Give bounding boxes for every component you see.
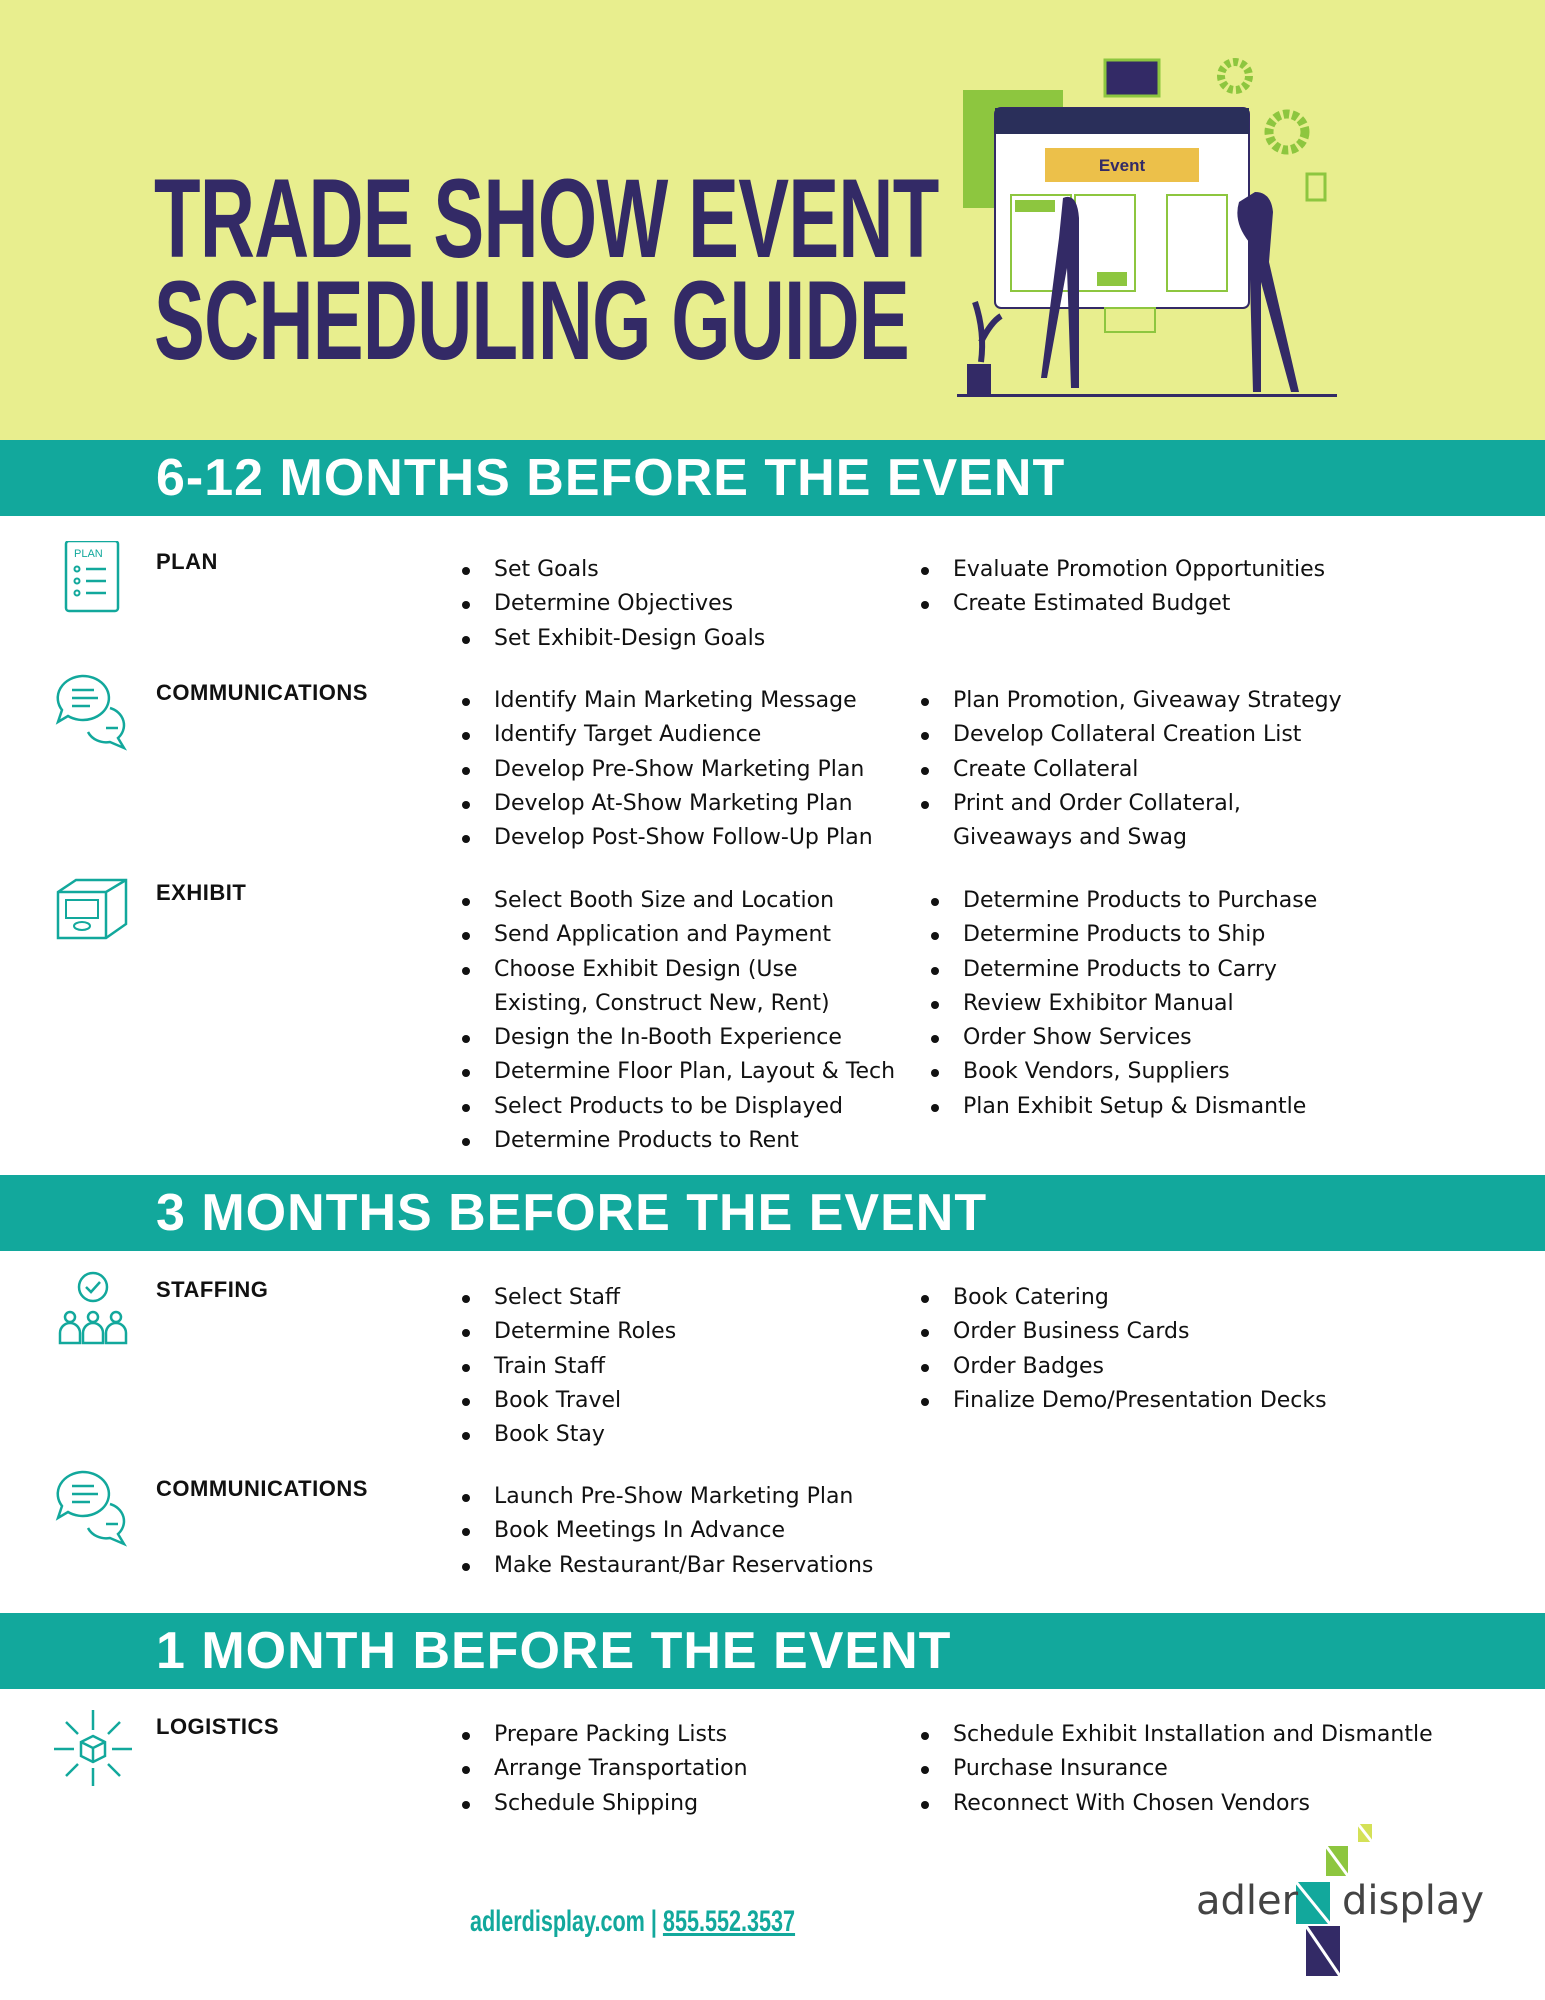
list-item: Determine Floor Plan, Layout & Tech: [460, 1055, 900, 1089]
svg-text:PLAN: PLAN: [74, 548, 103, 560]
page-title: TRADE SHOW EVENT SCHEDULING GUIDE: [154, 156, 939, 383]
list-item: Print and Order Collateral, Giveaways and Swag: [919, 787, 1359, 856]
list-item: Purchase Insurance: [919, 1752, 1359, 1786]
list-item: Reconnect With Chosen Vendors: [919, 1787, 1359, 1821]
list-item: Finalize Demo/Presentation Decks: [919, 1384, 1359, 1418]
list-item: Determine Products to Rent: [460, 1124, 900, 1158]
website-link[interactable]: adlerdisplay.com: [470, 1905, 645, 1938]
list-item: Determine Products to Purchase: [929, 884, 1369, 918]
plan-list-1: [460, 553, 900, 656]
list-item: Select Staff: [460, 1281, 900, 1315]
list-item: Create Estimated Budget: [919, 587, 1359, 621]
list-item: Book Vendors, Suppliers: [929, 1055, 1369, 1089]
chat-bubbles-icon: [52, 1468, 134, 1550]
list-item: Review Exhibitor Manual: [929, 987, 1369, 1021]
list-item: Train Staff: [460, 1350, 900, 1384]
list-item: Select Booth Size and Location: [460, 884, 900, 918]
section-label: COMMUNICATIONS: [156, 1476, 368, 1501]
list-item: Book Travel: [460, 1384, 900, 1418]
staffing-list-2: [919, 1281, 1359, 1418]
list-item: Develop Collateral Creation List: [919, 718, 1359, 752]
list-item: Send Application and Payment: [460, 918, 900, 952]
list-item: Set Goals: [460, 553, 900, 587]
list-item: Set Exhibit-Design Goals: [460, 622, 900, 656]
list-item: Choose Exhibit Design (Use Existing, Construct New, Rent): [460, 953, 880, 1022]
list-item: Prepare Packing Lists: [460, 1718, 900, 1752]
plan-list-2: [919, 553, 1359, 622]
list-item: Develop At-Show Marketing Plan: [460, 787, 900, 821]
hero-header: [0, 0, 1545, 440]
communications-list-2: [919, 684, 1359, 855]
chat-bubbles-icon: [52, 672, 134, 754]
adler-display-logo: adler display: [1190, 1822, 1490, 1977]
list-item: Launch Pre-Show Marketing Plan: [460, 1480, 900, 1514]
logistics-icon: [52, 1706, 134, 1788]
band-3-months: 3 MONTHS BEFORE THE EVENT: [0, 1175, 1545, 1251]
list-item: Order Show Services: [929, 1021, 1369, 1055]
logistics-list-1: [460, 1718, 900, 1821]
list-item: Schedule Exhibit Installation and Dismantle: [919, 1718, 1479, 1752]
section-label: EXHIBIT: [156, 880, 247, 905]
list-item: Schedule Shipping: [460, 1787, 900, 1821]
list-item: Develop Pre-Show Marketing Plan: [460, 753, 900, 787]
list-item: Select Products to be Displayed: [460, 1090, 900, 1124]
event-board-illustration: [945, 52, 1345, 402]
plan-icon: [52, 541, 134, 623]
exhibit-list-1: [460, 884, 900, 1158]
list-item: Identify Target Audience: [460, 718, 900, 752]
exhibit-list-2: [929, 884, 1369, 1124]
list-item: Make Restaurant/Bar Reservations: [460, 1549, 900, 1583]
booth-icon: [52, 872, 134, 954]
list-item: Design the In-Booth Experience: [460, 1021, 900, 1055]
logistics-list-2: [919, 1718, 1479, 1821]
phone-link[interactable]: 855.552.3537: [662, 1905, 796, 1938]
list-item: Book Catering: [919, 1281, 1359, 1315]
list-item: Create Collateral: [919, 753, 1359, 787]
list-item: Develop Post-Show Follow-Up Plan: [460, 821, 900, 855]
list-item: Book Stay: [460, 1418, 900, 1452]
communications-2-list: [460, 1480, 900, 1583]
list-item: Plan Exhibit Setup & Dismantle: [929, 1090, 1369, 1124]
section-label: LOGISTICS: [156, 1714, 280, 1739]
list-item: Evaluate Promotion Opportunities: [919, 553, 1359, 587]
communications-list-1: [460, 684, 900, 855]
section-label: STAFFING: [156, 1277, 269, 1302]
list-item: Determine Products to Carry: [929, 953, 1369, 987]
list-item: Plan Promotion, Giveaway Strategy: [919, 684, 1359, 718]
staffing-list-1: [460, 1281, 900, 1452]
list-item: Determine Objectives: [460, 587, 900, 621]
list-item: Identify Main Marketing Message: [460, 684, 900, 718]
svg-text:Event: Event: [1098, 156, 1146, 175]
staff-icon: [52, 1269, 134, 1351]
band-1-month: 1 MONTH BEFORE THE EVENT: [0, 1613, 1545, 1689]
list-item: Book Meetings In Advance: [460, 1514, 900, 1548]
section-label: PLAN: [156, 549, 218, 574]
footer-contact: adlerdisplay.com | 855.552.3537: [470, 1905, 796, 1938]
section-label: COMMUNICATIONS: [156, 680, 368, 705]
band-6-12-months: 6-12 MONTHS BEFORE THE EVENT: [0, 440, 1545, 516]
list-item: Determine Roles: [460, 1315, 900, 1349]
list-item: Order Badges: [919, 1350, 1359, 1384]
list-item: Order Business Cards: [919, 1315, 1359, 1349]
list-item: Determine Products to Ship: [929, 918, 1369, 952]
list-item: Arrange Transportation: [460, 1752, 900, 1786]
